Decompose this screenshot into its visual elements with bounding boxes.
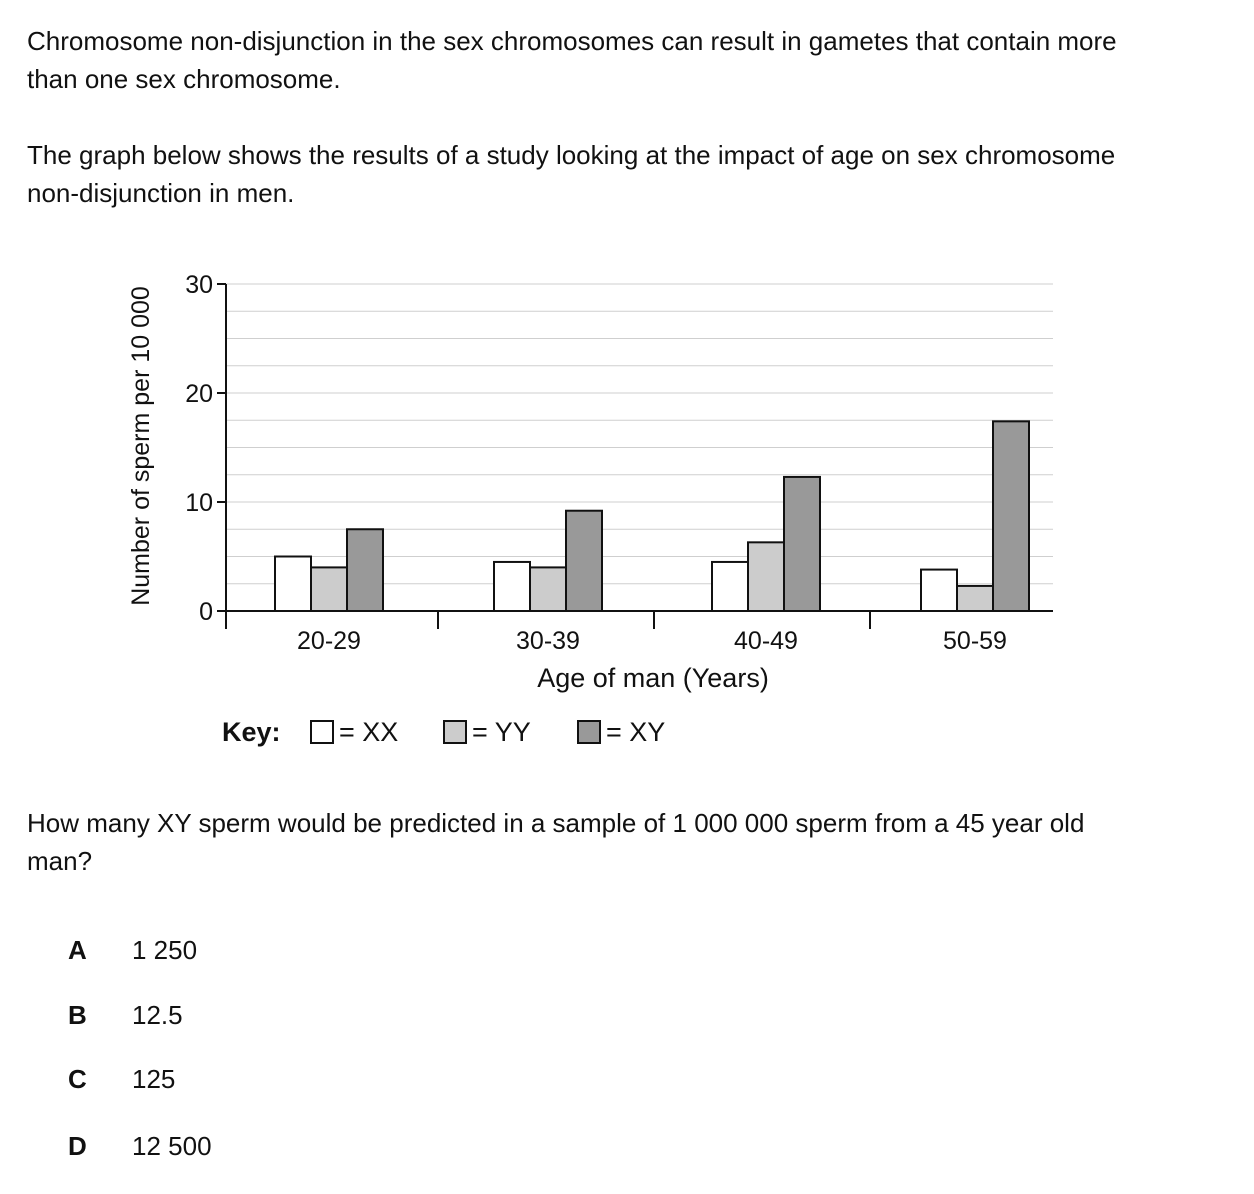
bar-xx-40-49 bbox=[712, 562, 748, 611]
y-tick-label: 10 bbox=[185, 489, 213, 517]
key-entry-xy: = XY bbox=[606, 717, 666, 747]
bar-yy-20-29 bbox=[311, 567, 347, 611]
bar-xy-50-59 bbox=[993, 421, 1029, 611]
chart-key bbox=[222, 717, 665, 747]
bar-yy-50-59 bbox=[957, 586, 993, 611]
bar-yy-40-49 bbox=[748, 542, 784, 611]
key-swatch-yy bbox=[444, 721, 466, 743]
option-letter: B bbox=[68, 1000, 87, 1030]
option-text: 125 bbox=[132, 1064, 176, 1094]
y-tick-label: 0 bbox=[199, 598, 213, 626]
bar-xy-30-39 bbox=[566, 511, 602, 611]
option-letter: A bbox=[68, 935, 87, 965]
chart-labels bbox=[127, 271, 1007, 693]
graph-intro-text: The graph below shows the results of a study looking at the impact of age on sex chromosome non-disjunction in men. bbox=[27, 140, 1116, 208]
option-text: 12.5 bbox=[132, 1000, 183, 1030]
bar-xx-50-59 bbox=[921, 570, 957, 611]
option-letter: C bbox=[68, 1064, 87, 1094]
option-letter: D bbox=[68, 1131, 87, 1161]
key-swatch-xx bbox=[311, 721, 333, 743]
y-tick-label: 20 bbox=[185, 380, 213, 408]
key-entry-xx: = XX bbox=[339, 717, 399, 747]
x-axis-label: Age of man (Years) bbox=[537, 663, 769, 693]
chart-bars bbox=[275, 421, 1029, 611]
key-label: Key: bbox=[222, 717, 281, 747]
bar-xx-30-39 bbox=[494, 562, 530, 611]
key-entry-yy: = YY bbox=[472, 717, 531, 747]
option-text: 1 250 bbox=[132, 935, 198, 965]
x-tick-label: 40-49 bbox=[734, 627, 798, 655]
question-text: How many XY sperm would be predicted in a sample of 1 000 000 sperm from a 45 year old man? bbox=[27, 808, 1085, 876]
y-tick-label: 30 bbox=[185, 271, 213, 299]
intro-text: Chromosome non-disjunction in the sex chromosomes can result in gametes that contain more than one sex chromosome. bbox=[27, 26, 1117, 94]
x-tick-label: 30-39 bbox=[516, 627, 580, 655]
y-axis-label: Number of sperm per 10 000 bbox=[127, 286, 155, 606]
x-tick-label: 50-59 bbox=[943, 627, 1007, 655]
x-tick-label: 20-29 bbox=[297, 627, 361, 655]
bar-xy-20-29 bbox=[347, 529, 383, 611]
bar-xx-20-29 bbox=[275, 557, 311, 612]
option-text: 12 500 bbox=[132, 1131, 212, 1161]
bar-xy-40-49 bbox=[784, 477, 820, 611]
bar-yy-30-39 bbox=[530, 567, 566, 611]
key-swatch-xy bbox=[578, 721, 600, 743]
